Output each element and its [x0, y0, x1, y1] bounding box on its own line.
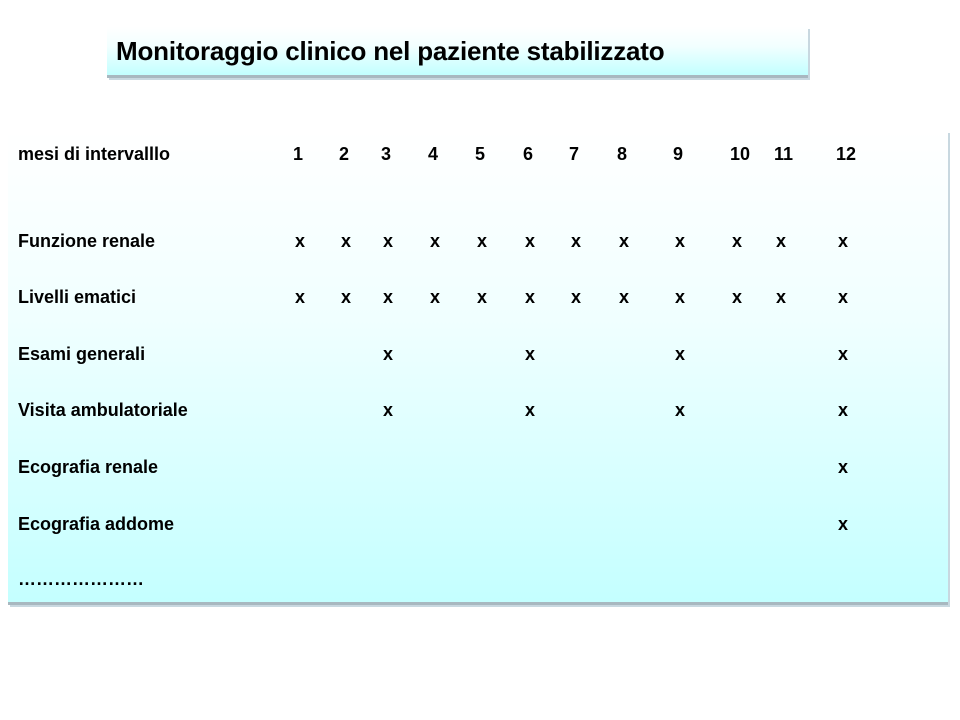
month-header-6: 6 [523, 144, 534, 164]
schedule-mark: x [383, 231, 394, 251]
row-label: Funzione renale [18, 231, 156, 251]
schedule-mark: x [525, 287, 536, 307]
schedule-mark: x [525, 400, 536, 420]
month-header-7: 7 [569, 144, 580, 164]
month-header-5: 5 [475, 144, 486, 164]
row-label: Livelli ematici [18, 287, 137, 307]
schedule-mark: x [477, 231, 488, 251]
month-header-4: 4 [428, 144, 439, 164]
schedule-mark: x [383, 400, 394, 420]
schedule-mark: x [341, 231, 352, 251]
schedule-mark: x [383, 344, 394, 364]
schedule-mark: x [838, 514, 849, 534]
month-header-2: 2 [339, 144, 350, 164]
schedule-mark: x [838, 457, 849, 477]
schedule-mark: x [732, 231, 743, 251]
schedule-mark: x [341, 287, 352, 307]
schedule-mark: x [525, 344, 536, 364]
month-header-8: 8 [617, 144, 628, 164]
schedule-mark: x [675, 400, 686, 420]
page-title: Monitoraggio clinico nel paziente stabilizzato [116, 35, 665, 66]
schedule-mark: x [838, 400, 849, 420]
row-label: Ecografia addome [18, 514, 175, 534]
schedule-mark: x [776, 287, 787, 307]
schedule-mark: x [776, 231, 787, 251]
schedule-mark: x [571, 287, 582, 307]
month-header-10: 10 [730, 144, 751, 164]
schedule-table [8, 131, 948, 605]
schedule-mark: x [571, 231, 582, 251]
row-label: Visita ambulatoriale [18, 400, 188, 420]
schedule-mark: x [295, 287, 306, 307]
schedule-mark: x [675, 344, 686, 364]
schedule-mark: x [619, 231, 630, 251]
row-label: Ecografia renale [18, 457, 159, 477]
header-label: mesi di intervalllo [18, 144, 171, 164]
month-header-9: 9 [673, 144, 684, 164]
schedule-mark: x [838, 231, 849, 251]
row-label: ………………… [18, 569, 144, 589]
month-header-3: 3 [381, 144, 392, 164]
schedule-mark: x [383, 287, 394, 307]
schedule-mark: x [430, 287, 441, 307]
schedule-mark: x [838, 287, 849, 307]
schedule-mark: x [838, 344, 849, 364]
schedule-mark: x [732, 287, 743, 307]
month-header-1: 1 [293, 144, 304, 164]
schedule-mark: x [430, 231, 441, 251]
row-label: Esami generali [18, 344, 146, 364]
schedule-mark: x [295, 231, 306, 251]
schedule-mark: x [675, 287, 686, 307]
month-header-12: 12 [836, 144, 857, 164]
month-header-11: 11 [774, 144, 794, 164]
schedule-mark: x [619, 287, 630, 307]
schedule-mark: x [477, 287, 488, 307]
schedule-mark: x [525, 231, 536, 251]
schedule-mark: x [675, 231, 686, 251]
title-panel [107, 27, 808, 78]
